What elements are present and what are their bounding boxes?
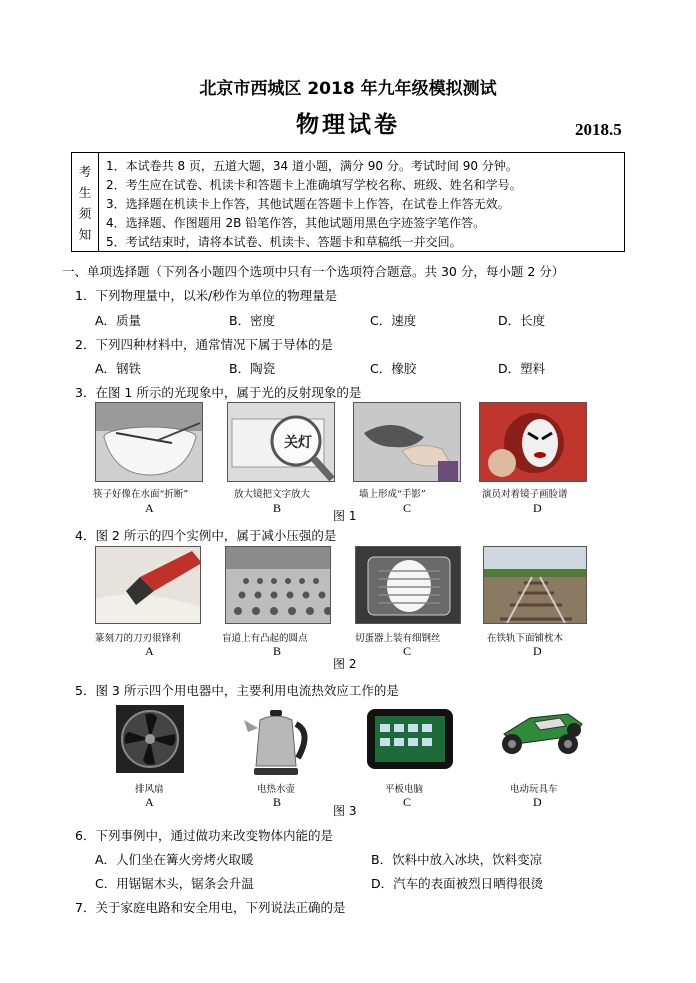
figure-label: 图 3 xyxy=(333,804,357,818)
question-stem: 6．下列事例中，通过做功来改变物体内能的是 xyxy=(75,828,333,843)
notice-label-char: 知 xyxy=(78,227,92,242)
hand-shadow-image xyxy=(353,402,461,482)
image-caption: 放大镜把文字放大 xyxy=(234,489,311,500)
image-caption: 篆刻刀的刀刃很锋利 xyxy=(95,633,181,644)
notice-label-char: 须 xyxy=(78,206,92,221)
section-heading: 一、单项选择题（下列各小题四个选项中只有一个选项符合题意。共 30 分，每小题 2 分） xyxy=(62,264,565,279)
choice-label: C xyxy=(403,795,412,809)
option-b: B．陶瓷 xyxy=(229,361,276,376)
option-a: A．人们坐在篝火旁烤火取暖 xyxy=(95,852,254,867)
notice-box xyxy=(71,152,625,252)
option-d: D．汽车的表面被烈日晒得很烫 xyxy=(371,876,544,891)
option-a: A．质量 xyxy=(95,313,142,328)
image-caption: 盲道上有凸起的圆点 xyxy=(222,633,308,644)
question-stem: 3．在图 1 所示的光现象中，属于光的反射现象的是 xyxy=(75,385,362,400)
choice-label: A xyxy=(145,644,154,658)
image-caption: 墙上形成“手影” xyxy=(359,489,426,500)
option-b: B．饮料中放入冰块，饮料变凉 xyxy=(371,852,543,867)
magnifier-image xyxy=(227,402,335,482)
choice-label: D xyxy=(533,501,542,515)
notice-item: 1．本试卷共 8 页，五道大题，34 道小题，满分 90 分。考试时间 90 分钟。 xyxy=(106,159,518,173)
exam-title: 北京市西城区 2018 年九年级模拟测试 xyxy=(199,79,497,99)
toy-car-image xyxy=(490,700,590,760)
notice-item: 2．考生应在试卷、机读卡和答题卡上准确填写学校名称、班级、姓名和学号。 xyxy=(106,178,522,192)
option-c: C．橡胶 xyxy=(370,361,417,376)
railway-sleepers-image xyxy=(483,546,587,624)
question-stem: 5．图 3 所示四个用电器中，主要利用电流热效应工作的是 xyxy=(75,683,399,698)
tablet-computer-image xyxy=(366,708,454,770)
image-caption: 电热水壶 xyxy=(257,784,296,795)
sign-text: 关灯 xyxy=(284,435,312,451)
option-d: D．长度 xyxy=(498,313,546,328)
choice-label: D xyxy=(533,795,542,809)
notice-item: 5．考试结束时，请将本试卷、机读卡、答题卡和草稿纸一并交回。 xyxy=(106,235,462,249)
question-stem: 1．下列物理量中，以米/秒作为单位的物理量是 xyxy=(75,288,338,303)
image-caption: 切蛋器上装有细钢丝 xyxy=(355,633,441,644)
question-stem: 7．关于家庭电路和安全用电，下列说法正确的是 xyxy=(75,900,346,915)
notice-item: 3．选择题在机读卡上作答，其他试题在答题卡上作答，在试卷上作答无效。 xyxy=(106,197,510,211)
image-caption: 演员对着镜子画脸谱 xyxy=(482,489,568,500)
choice-label: B xyxy=(273,795,282,809)
image-caption: 筷子好像在水面“折断” xyxy=(93,489,189,500)
image-caption: 电动玩具车 xyxy=(510,784,558,795)
exam-subject: 物理试卷 xyxy=(296,112,400,138)
figure-label: 图 1 xyxy=(333,509,357,523)
exhaust-fan-image xyxy=(115,704,185,774)
choice-label: B xyxy=(273,501,282,515)
question-stem: 2．下列四种材料中，通常情况下属于导体的是 xyxy=(75,337,333,352)
notice-label xyxy=(72,153,99,251)
exam-date: 2018.5 xyxy=(575,120,622,139)
option-a: A．钢铁 xyxy=(95,361,142,376)
choice-label: C xyxy=(403,644,412,658)
electric-kettle-image xyxy=(240,706,316,776)
notice-label-char: 考 xyxy=(78,164,92,179)
choice-label: A xyxy=(145,501,154,515)
choice-label: B xyxy=(273,644,282,658)
tactile-paving-image xyxy=(225,546,331,624)
option-c: C．速度 xyxy=(370,313,417,328)
choice-label: D xyxy=(533,644,542,658)
actor-mirror-image xyxy=(479,402,587,482)
notice-item: 4．选择题、作图题用 2B 铅笔作答，其他试题用黑色字迹签字笔作答。 xyxy=(106,216,486,230)
carving-knife-image xyxy=(95,546,201,624)
chopsticks-in-bowl-image xyxy=(95,402,203,482)
choice-label: C xyxy=(403,501,412,515)
image-caption: 在铁轨下面铺枕木 xyxy=(487,633,564,644)
image-caption: 排风扇 xyxy=(135,784,164,795)
option-b: B．密度 xyxy=(229,313,276,328)
option-d: D．塑料 xyxy=(498,361,546,376)
image-caption: 平板电脑 xyxy=(385,784,424,795)
notice-label-char: 生 xyxy=(78,185,92,200)
choice-label: A xyxy=(145,795,154,809)
option-c: C．用锯锯木头，锯条会升温 xyxy=(95,876,254,891)
egg-slicer-image xyxy=(355,546,461,624)
figure-label: 图 2 xyxy=(333,657,357,671)
question-stem: 4．图 2 所示的四个实例中，属于减小压强的是 xyxy=(75,528,337,543)
